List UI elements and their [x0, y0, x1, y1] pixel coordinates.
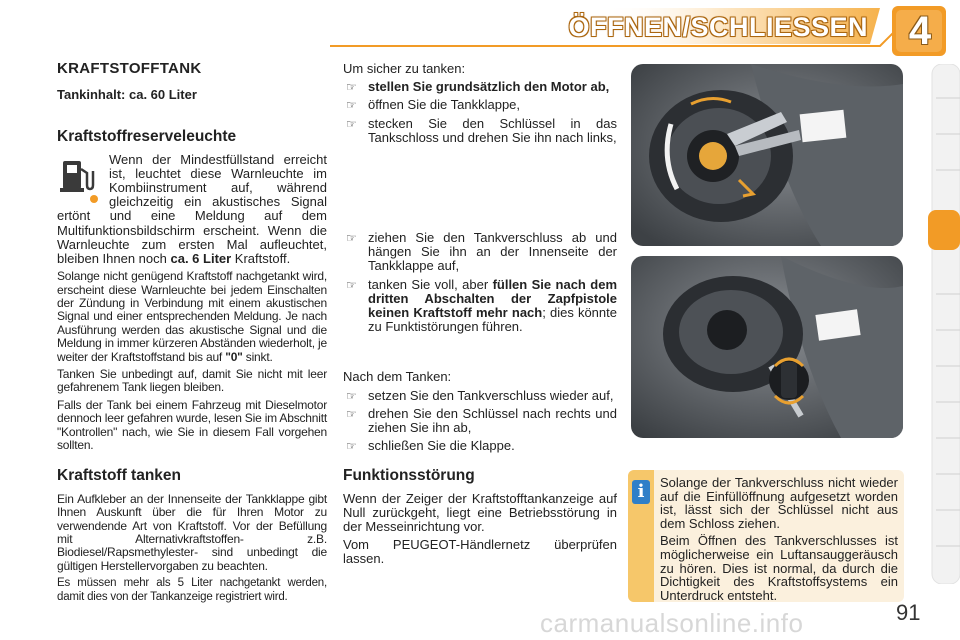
- list-item: ☞ drehen Sie den Schlüssel nach rechts und ziehen Sie ihn ab,: [346, 405, 617, 436]
- list-item: ☞ schließen Sie die Klappe.: [346, 438, 515, 454]
- reserve-note-2: Tanken Sie unbedingt auf, damit Sie nicht mit leer gefahrenem Tank liegen bleiben.: [57, 367, 327, 395]
- chapter-tabs: [928, 64, 960, 584]
- list-item: ☞ ziehen Sie den Tankverschluss ab und hängen Sie ihn an der Innenseite der Tankklappe auf,: [346, 230, 617, 274]
- active-chapter-tab: [928, 210, 960, 250]
- info-icon: i: [632, 480, 650, 504]
- page-number: 91: [896, 600, 921, 625]
- info-text-1: Solange der Tankverschluss nicht wieder auf die Einfüllöffnung aufgesetzt worden ist, lässt sich der Schlüssel nicht aus dem Schloss ziehen.: [660, 475, 898, 531]
- reserve-heading: Kraftstoffreserveleuchte: [57, 128, 237, 146]
- watermark: carmanualsonline.info: [540, 608, 804, 638]
- reserve-note-3: Falls der Tank bei einem Fahrzeug mit Dieselmotor dennoch leer gefahren wurde, lesen Sie im Abschnitt "Kontrollen" nach, wie Sie in diesem Fall vorgehen sollten.: [57, 397, 327, 453]
- refuel-heading: Kraftstoff tanken: [57, 466, 182, 484]
- chapter-number: 4: [908, 9, 932, 53]
- middle-column: [343, 62, 617, 567]
- left-column: [57, 62, 327, 604]
- list-item: ☞ tanken Sie voll, aber füllen Sie nach dem dritten Abschalten der Zapfpistole keinen Kraftstoff mehr nach; dies könnte zu Funktistörungen führen.: [346, 276, 618, 335]
- list-item: ☞ setzen Sie den Tankverschluss wieder auf,: [346, 387, 614, 403]
- tank-capacity: Tankinhalt: ca. 60 Liter: [57, 87, 197, 103]
- fuel-flap-key-photo: [631, 64, 903, 246]
- refuel-steps-1: [343, 80, 617, 145]
- fault-text-2: Vom PEUGEOT-Händlernetz überprüfen lassen.: [343, 537, 617, 567]
- info-box: [628, 470, 904, 602]
- info-text-2: Beim Öffnen des Tankverschlusses ist möglicherweise ein Luftansauggeräusch zu hören. Dies ist normal, da durch die Dichtigkeit des Kraftstoffsystems ein Unterdruck entsteht.: [660, 533, 898, 603]
- fault-text-1: Wenn der Zeiger der Kraftstofftankanzeige auf Null zurückgeht, liegt eine Betriebsstörung in der Messeinrichtung vor.: [343, 490, 617, 535]
- list-item: ☞ öffnen Sie die Tankklappe,: [346, 97, 521, 113]
- list-item: ☞ stecken Sie den Schlüssel in das Tankschloss und drehen Sie ihn nach links,: [346, 115, 617, 145]
- section-heading-fuel-tank: KRAFTSTOFFTANK: [57, 60, 202, 77]
- chapter-title: ÖFFNEN/SCHLIESSEN: [568, 12, 868, 42]
- fuel-cap-photo: [631, 256, 903, 438]
- after-refuel-steps: [343, 389, 617, 454]
- reserve-note-1: Solange nicht genügend Kraftstoff nachgetankt wird, erscheint diese Warnleuchte bei jedem Einschalten der Zündung in Verbindung mit einem akustischen Signal und einer entsprechenden Meldung. Je nach Ausführung werden das akustische Signal und die Meldung in immer kürzeren Abständen wiederholt, je weiter der Kraftstoffstand bis auf "0" sinkt.: [57, 269, 327, 364]
- refuel-note: Es müssen mehr als 5 Liter nachgetankt werden, damit dies von der Tankanzeige registriert wird.: [57, 577, 327, 603]
- refuel-steps-2: [343, 231, 617, 334]
- reserve-text: Wenn der Mindestfüllstand erreicht ist, leuchtet diese Warnleuchte im Kombiinstrument auf, während gleichzeitig ein akustisches Signal ertönt und eine Meldung auf dem Multifunktionsbildschirm erscheint. Wenn die Warnleuchte zum ersten Mal aufleuchtet, bleiben Ihnen noch ca. 6 Liter Kraftstoff.: [57, 151, 327, 267]
- after-refuel-intro: Nach dem Tanken:: [343, 369, 452, 385]
- list-item: ☞ stellen Sie grundsätzlich den Motor ab,: [346, 79, 610, 95]
- refuel-intro: Um sicher zu tanken:: [343, 61, 466, 76]
- fault-heading: Funktionsstörung: [343, 467, 475, 485]
- refuel-text: Ein Aufkleber an der Innenseite der Tankklappe gibt Ihnen Auskunft über die für Ihren Motor zu verwendende Art von Kraftstoff. Vor der Befüllung mit Alternativkraftstoffen- z.B. Biodiesel/Rapsmethylester- sind unbedingt die gültigen Herstellervorgaben zu beachten.: [57, 491, 327, 573]
- fuel-pump-icon: [57, 155, 103, 205]
